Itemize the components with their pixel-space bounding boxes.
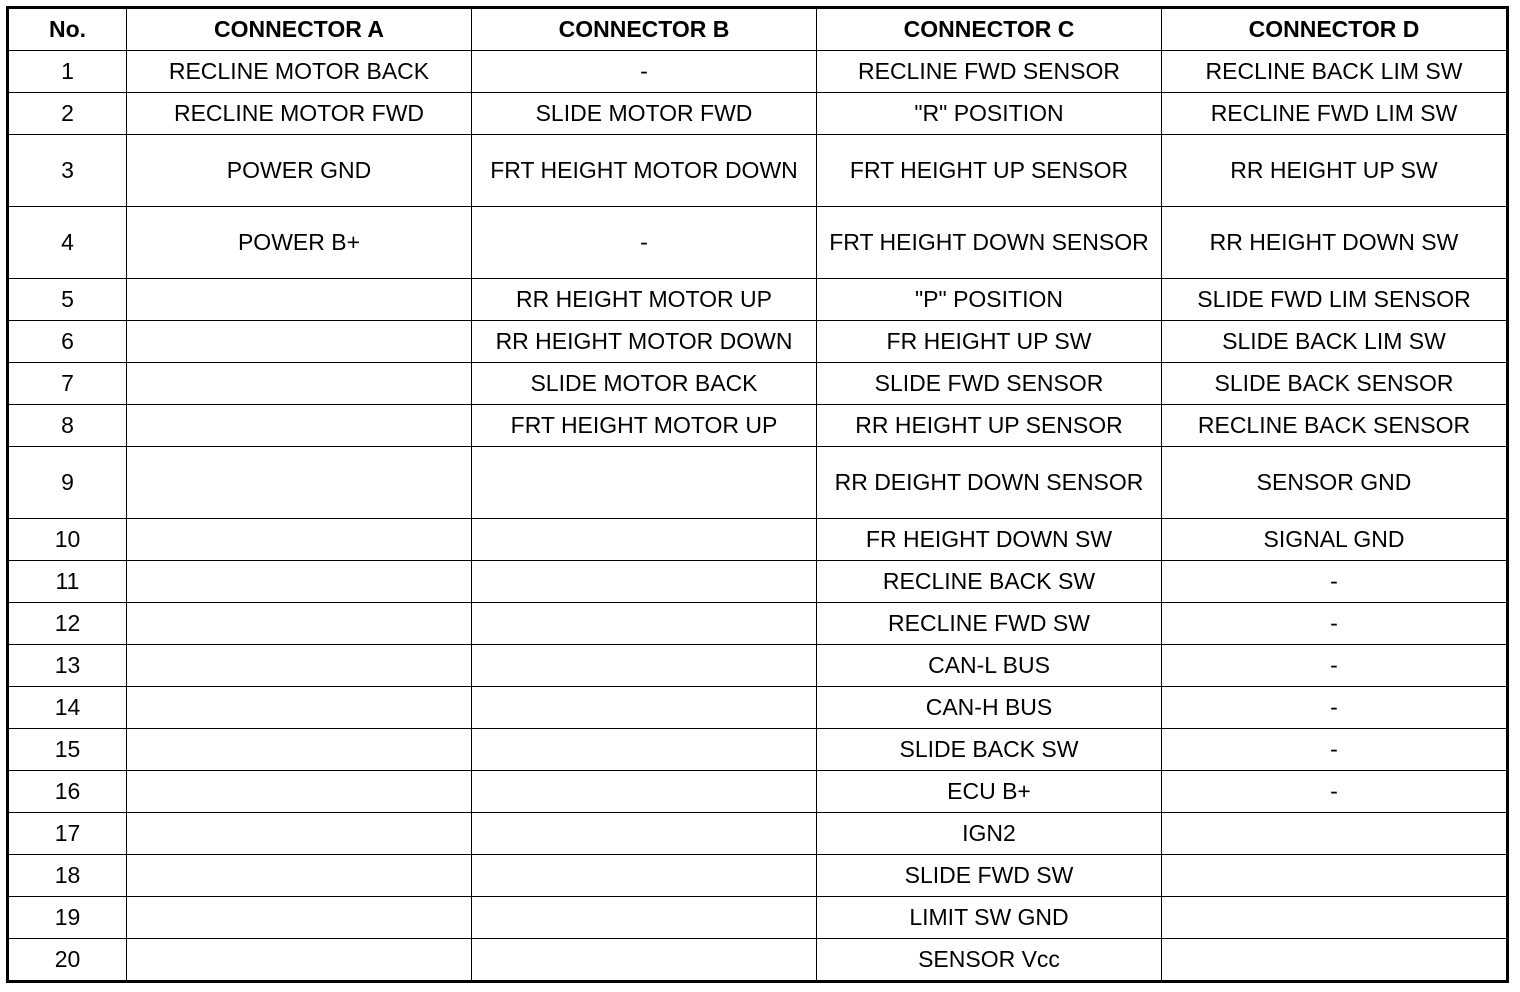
- connector-b-cell: [472, 603, 817, 645]
- connector-c-cell: RR HEIGHT UP SENSOR: [817, 405, 1162, 447]
- connector-c-cell: FR HEIGHT UP SW: [817, 321, 1162, 363]
- connector-b-cell: -: [472, 207, 817, 279]
- header-connector-b: CONNECTOR B: [472, 8, 817, 51]
- connector-a-cell: [127, 447, 472, 519]
- connector-c-cell: SLIDE FWD SENSOR: [817, 363, 1162, 405]
- connector-b-cell: [472, 855, 817, 897]
- connector-d-cell: [1162, 939, 1508, 982]
- table-row: [8, 519, 1508, 561]
- connector-b-cell: -: [472, 51, 817, 93]
- connector-b-cell: [472, 561, 817, 603]
- connector-b-cell: [472, 519, 817, 561]
- table-row: [8, 405, 1508, 447]
- connector-c-cell: FR HEIGHT DOWN SW: [817, 519, 1162, 561]
- table-row: [8, 939, 1508, 982]
- connector-a-cell: [127, 687, 472, 729]
- connector-d-cell: SLIDE BACK LIM SW: [1162, 321, 1508, 363]
- connector-c-cell: FRT HEIGHT DOWN SENSOR: [817, 207, 1162, 279]
- table-row: [8, 897, 1508, 939]
- connector-d-cell: [1162, 897, 1508, 939]
- connector-d-cell: SLIDE BACK SENSOR: [1162, 363, 1508, 405]
- pin-number-cell: 4: [8, 207, 127, 279]
- connector-b-cell: [472, 447, 817, 519]
- table-row: [8, 561, 1508, 603]
- connector-d-cell: RR HEIGHT DOWN SW: [1162, 207, 1508, 279]
- connector-a-cell: [127, 603, 472, 645]
- connector-c-cell: "R" POSITION: [817, 93, 1162, 135]
- connector-a-cell: [127, 519, 472, 561]
- connector-d-cell: SLIDE FWD LIM SENSOR: [1162, 279, 1508, 321]
- connector-a-cell: [127, 897, 472, 939]
- connector-c-cell: FRT HEIGHT UP SENSOR: [817, 135, 1162, 207]
- connector-d-cell: [1162, 813, 1508, 855]
- pin-number-cell: 15: [8, 729, 127, 771]
- table-row: [8, 135, 1508, 207]
- pin-number-cell: 11: [8, 561, 127, 603]
- pin-number-cell: 13: [8, 645, 127, 687]
- connector-b-cell: FRT HEIGHT MOTOR UP: [472, 405, 817, 447]
- table-row: [8, 729, 1508, 771]
- connector-a-cell: [127, 939, 472, 982]
- connector-b-cell: SLIDE MOTOR BACK: [472, 363, 817, 405]
- connector-a-cell: [127, 321, 472, 363]
- connector-d-cell: RECLINE BACK LIM SW: [1162, 51, 1508, 93]
- header-connector-c: CONNECTOR C: [817, 8, 1162, 51]
- connector-d-cell: RR HEIGHT UP SW: [1162, 135, 1508, 207]
- connector-c-cell: "P" POSITION: [817, 279, 1162, 321]
- pin-number-cell: 10: [8, 519, 127, 561]
- connector-d-cell: -: [1162, 561, 1508, 603]
- pin-number-cell: 5: [8, 279, 127, 321]
- connector-b-cell: [472, 813, 817, 855]
- table-row: [8, 855, 1508, 897]
- table-row: [8, 51, 1508, 93]
- table-row: [8, 645, 1508, 687]
- connector-a-cell: [127, 405, 472, 447]
- table-row: [8, 279, 1508, 321]
- connector-c-cell: RECLINE FWD SENSOR: [817, 51, 1162, 93]
- connector-d-cell: [1162, 855, 1508, 897]
- pin-number-cell: 6: [8, 321, 127, 363]
- table-row: [8, 321, 1508, 363]
- connector-a-cell: [127, 813, 472, 855]
- pin-number-cell: 19: [8, 897, 127, 939]
- table-row: [8, 447, 1508, 519]
- connector-c-cell: CAN-H BUS: [817, 687, 1162, 729]
- pin-number-cell: 7: [8, 363, 127, 405]
- pin-number-cell: 20: [8, 939, 127, 982]
- header-row: [8, 8, 1508, 51]
- connector-a-cell: POWER B+: [127, 207, 472, 279]
- connector-c-cell: IGN2: [817, 813, 1162, 855]
- connector-d-cell: SENSOR GND: [1162, 447, 1508, 519]
- connector-b-cell: RR HEIGHT MOTOR UP: [472, 279, 817, 321]
- connector-c-cell: SLIDE BACK SW: [817, 729, 1162, 771]
- connector-d-cell: -: [1162, 729, 1508, 771]
- header-connector-a: CONNECTOR A: [127, 8, 472, 51]
- connector-d-cell: RECLINE BACK SENSOR: [1162, 405, 1508, 447]
- connector-b-cell: [472, 939, 817, 982]
- connector-b-cell: [472, 645, 817, 687]
- pin-number-cell: 14: [8, 687, 127, 729]
- pin-number-cell: 16: [8, 771, 127, 813]
- connector-d-cell: RECLINE FWD LIM SW: [1162, 93, 1508, 135]
- connector-d-cell: -: [1162, 687, 1508, 729]
- table-row: [8, 363, 1508, 405]
- connector-d-cell: -: [1162, 771, 1508, 813]
- pin-number-cell: 1: [8, 51, 127, 93]
- pin-number-cell: 2: [8, 93, 127, 135]
- pin-number-cell: 8: [8, 405, 127, 447]
- connector-b-cell: FRT HEIGHT MOTOR DOWN: [472, 135, 817, 207]
- connector-a-cell: [127, 645, 472, 687]
- connector-c-cell: RECLINE FWD SW: [817, 603, 1162, 645]
- connector-c-cell: CAN-L BUS: [817, 645, 1162, 687]
- connector-a-cell: RECLINE MOTOR FWD: [127, 93, 472, 135]
- pin-number-cell: 9: [8, 447, 127, 519]
- connector-pinout-table: [6, 6, 1509, 983]
- connector-b-cell: [472, 729, 817, 771]
- table-row: [8, 207, 1508, 279]
- connector-a-cell: [127, 855, 472, 897]
- connector-c-cell: RR DEIGHT DOWN SENSOR: [817, 447, 1162, 519]
- connector-b-cell: [472, 771, 817, 813]
- table-row: [8, 771, 1508, 813]
- connector-c-cell: SENSOR Vcc: [817, 939, 1162, 982]
- connector-a-cell: [127, 561, 472, 603]
- connector-d-cell: -: [1162, 603, 1508, 645]
- connector-d-cell: SIGNAL GND: [1162, 519, 1508, 561]
- connector-b-cell: SLIDE MOTOR FWD: [472, 93, 817, 135]
- table-row: [8, 603, 1508, 645]
- connector-c-cell: ECU B+: [817, 771, 1162, 813]
- connector-a-cell: POWER GND: [127, 135, 472, 207]
- connector-b-cell: [472, 897, 817, 939]
- table-row: [8, 813, 1508, 855]
- connector-c-cell: SLIDE FWD SW: [817, 855, 1162, 897]
- connector-a-cell: RECLINE MOTOR BACK: [127, 51, 472, 93]
- connector-c-cell: RECLINE BACK SW: [817, 561, 1162, 603]
- connector-a-cell: [127, 363, 472, 405]
- connector-b-cell: RR HEIGHT MOTOR DOWN: [472, 321, 817, 363]
- connector-a-cell: [127, 729, 472, 771]
- pin-number-cell: 12: [8, 603, 127, 645]
- connector-a-cell: [127, 771, 472, 813]
- connector-c-cell: LIMIT SW GND: [817, 897, 1162, 939]
- header-no: No.: [8, 8, 127, 51]
- table-row: [8, 687, 1508, 729]
- table-row: [8, 93, 1508, 135]
- pin-number-cell: 17: [8, 813, 127, 855]
- pin-number-cell: 3: [8, 135, 127, 207]
- connector-b-cell: [472, 687, 817, 729]
- header-connector-d: CONNECTOR D: [1162, 8, 1508, 51]
- pin-number-cell: 18: [8, 855, 127, 897]
- connector-d-cell: -: [1162, 645, 1508, 687]
- connector-a-cell: [127, 279, 472, 321]
